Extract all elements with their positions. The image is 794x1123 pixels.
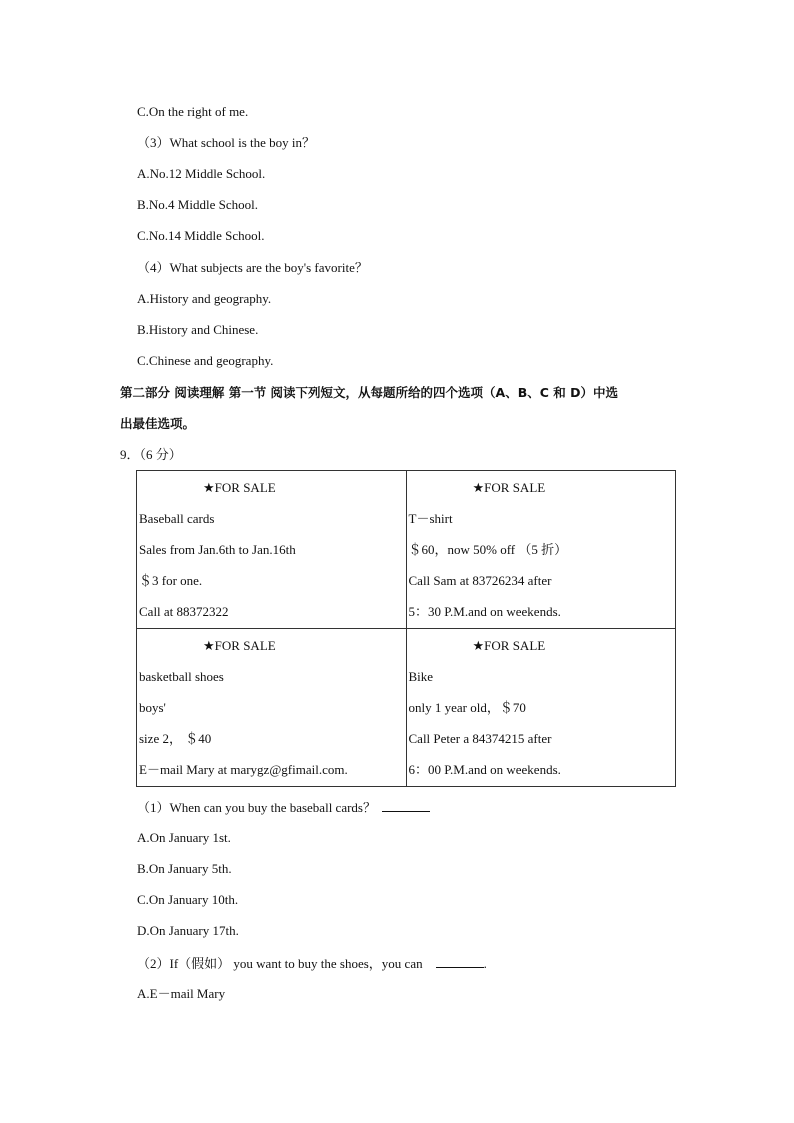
- option-4a: A.History and geography.: [137, 291, 272, 306]
- option-3c: C.No.14 Middle School.: [137, 228, 265, 243]
- ad-title: ★FOR SALE: [472, 480, 546, 496]
- ad-line: Call Peter a 84374215 after: [408, 731, 552, 746]
- ad-line: T－shirt: [408, 511, 453, 526]
- ad-line: size 2， ＄40: [139, 731, 212, 746]
- ad-line: only 1 year old，＄70: [408, 700, 526, 715]
- question-3: （3）What school is the boy in？: [137, 135, 316, 150]
- option-4c: C.Chinese and geography.: [137, 353, 274, 368]
- ad-baseball-cards: [137, 471, 407, 629]
- ad-line: E－mail Mary at marygz@gfimail.com.: [139, 762, 348, 777]
- ad-line: ＄3 for one.: [139, 573, 203, 588]
- option-1b: B.On January 5th.: [137, 861, 232, 876]
- star-icon: ★: [472, 481, 485, 496]
- ad-line: ＄60，now 50% off （5 折）: [408, 542, 568, 557]
- ad-bike: [406, 629, 676, 787]
- ad-line: Call at 88372322: [139, 604, 229, 619]
- ad-line: 6：00 P.M.and on weekends.: [408, 762, 561, 777]
- subquestion-1: （1）When can you buy the baseball cards？: [137, 799, 430, 816]
- option-2c: C.On the right of me.: [137, 104, 249, 119]
- ad-line: Sales from Jan.6th to Jan.16th: [139, 542, 296, 557]
- question-4: （4）What subjects are the boy's favorite？: [137, 260, 368, 275]
- section-heading-line1: 第二部分 阅读理解 第一节 阅读下列短文，从每题所给的四个选项（A、B、C 和 D）中选: [120, 385, 619, 400]
- star-icon: ★: [472, 639, 485, 654]
- option-1d: D.On January 17th.: [137, 923, 239, 938]
- option-2a: A.E－mail Mary: [137, 986, 226, 1001]
- star-icon: ★: [203, 481, 215, 496]
- ad-line: boys': [139, 700, 166, 715]
- ad-basketball-shoes: [137, 629, 407, 787]
- star-icon: ★: [203, 639, 215, 654]
- ad-line: Bike: [408, 669, 434, 684]
- ad-line: basketball shoes: [139, 669, 224, 684]
- answer-blank[interactable]: [382, 799, 430, 812]
- ad-title: ★FOR SALE: [203, 638, 276, 654]
- subquestion-2: （2）If（假如） you want to buy the shoes，you can .: [137, 956, 487, 971]
- ad-t-shirt: [406, 471, 676, 629]
- ad-line: Baseball cards: [139, 511, 215, 526]
- ads-table: [136, 470, 676, 787]
- section-heading-line2: 出最佳选项。: [120, 416, 196, 431]
- ad-title: ★FOR SALE: [203, 480, 276, 496]
- option-3a: A.No.12 Middle School.: [137, 166, 266, 181]
- option-4b: B.History and Chinese.: [137, 322, 259, 337]
- ad-title: ★FOR SALE: [472, 638, 546, 654]
- question-9-number: 9．（6 分）: [120, 447, 182, 462]
- option-1a: A.On January 1st.: [137, 830, 231, 845]
- option-1c: C.On January 10th.: [137, 892, 239, 907]
- answer-blank[interactable]: [436, 955, 484, 968]
- option-3b: B.No.4 Middle School.: [137, 197, 258, 212]
- ad-line: 5：30 P.M.and on weekends.: [408, 604, 561, 619]
- ad-line: Call Sam at 83726234 after: [408, 573, 552, 588]
